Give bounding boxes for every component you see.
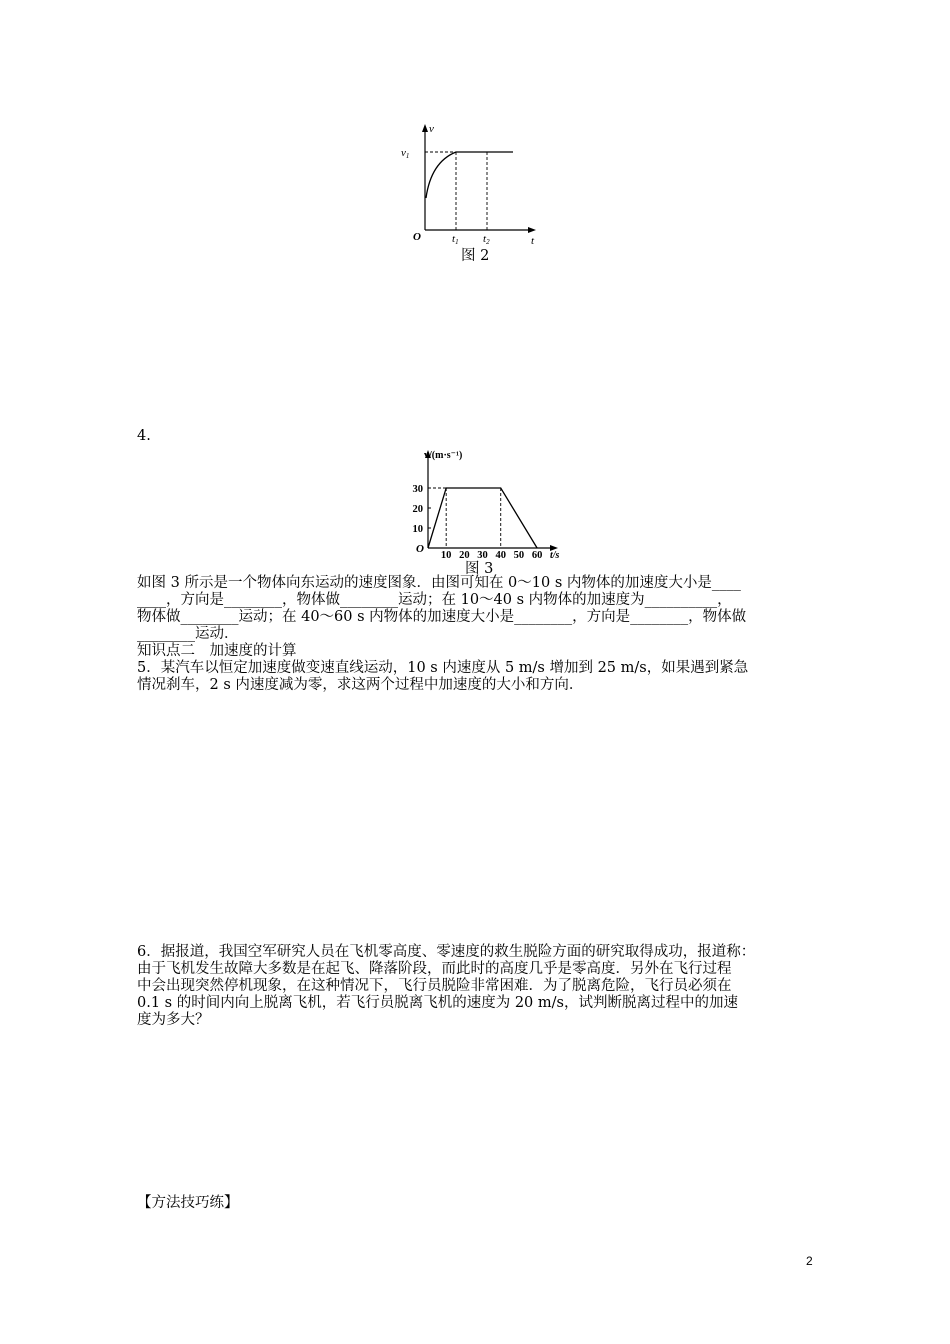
- q4-line-1: 如图 3 所示是一个物体向东运动的速度图象．由图可知在 0～10 s 内物体的加速度大小是____: [137, 575, 741, 591]
- fig3-y-tick-label: 10: [412, 524, 423, 535]
- fig2-origin-label: O: [413, 231, 421, 243]
- figure-2-graph: [395, 120, 545, 250]
- fig3-x-tick-label: 30: [477, 550, 488, 561]
- q6-line-2: 由于飞机发生故障大多数是在起飞、降落阶段，而此时的高度几乎是零高度．另外在飞行过程: [137, 961, 732, 977]
- q6-line-1: 6．据报道，我国空军研究人员在飞机零高度、零速度的救生脱险方面的研究取得成功，报道称：: [137, 944, 756, 960]
- method-heading: 【方法技巧练】: [137, 1195, 239, 1211]
- fig2-v1-label: v1: [401, 147, 410, 160]
- q4-line-4: ________运动．: [137, 626, 239, 642]
- q5-line-1: 5．某汽车以恒定加速度做变速直线运动，10 s 内速度从 5 m/s 增加到 25 m/s，如果遇到紧急: [137, 660, 749, 676]
- fig2-velocity-curve: [426, 152, 513, 198]
- q4-line-2: ____，方向是________，物体做________运动；在 10～40 s 内物体的加速度为__________，: [137, 592, 732, 608]
- figure-3-graph: [390, 444, 570, 562]
- fig2-t1-label: t1: [452, 233, 459, 246]
- q4-number: 4.: [137, 428, 151, 444]
- fig3-x-axis-label: t/s: [550, 550, 560, 561]
- fig3-velocity-line: [428, 488, 537, 548]
- q6-line-4: 0.1 s 的时间内向上脱离飞机，若飞行员脱离飞机的速度为 20 m/s，试判断脱离过程中的加速: [137, 995, 738, 1011]
- q6-line-5: 度为多大？: [137, 1012, 210, 1028]
- q5-line-2: 情况刹车，2 s 内速度减为零，求这两个过程中加速度的大小和方向．: [137, 677, 584, 693]
- fig2-t2-label: t2: [483, 233, 490, 246]
- fig3-y-tick-label: 30: [412, 484, 423, 495]
- section-2-title: 知识点二 加速度的计算: [137, 643, 297, 659]
- fig3-x-tick-label: 10: [440, 550, 452, 561]
- fig2-x-arrow: [528, 227, 536, 233]
- fig2-y-arrow: [422, 124, 428, 132]
- figure-2-caption: 图 2: [461, 248, 490, 264]
- fig3-x-tick-label: 60: [531, 550, 543, 561]
- fig3-x-tick-label: 40: [495, 550, 506, 561]
- fig2-axis-v-label: v: [429, 123, 434, 135]
- figure-3-caption: 图 3: [465, 561, 494, 577]
- fig3-x-tick-label: 20: [459, 550, 470, 561]
- fig3-y-tick-label: 20: [412, 504, 423, 515]
- q4-line-3: 物体做________运动；在 40～60 s 内物体的加速度大小是________，方向是________，物体做: [137, 609, 747, 625]
- q6-line-3: 中会出现突然停机现象，在这种情况下，飞行员脱险非常困难．为了脱离危险，飞行员必须在: [137, 978, 732, 994]
- page-number: 2: [806, 1254, 813, 1268]
- fig2-axis-t-label: t: [531, 235, 535, 247]
- fig3-origin-label: O: [416, 543, 424, 555]
- fig3-y-axis-label: v/(m·s⁻¹): [424, 450, 463, 461]
- fig3-x-tick-label: 50: [513, 550, 525, 561]
